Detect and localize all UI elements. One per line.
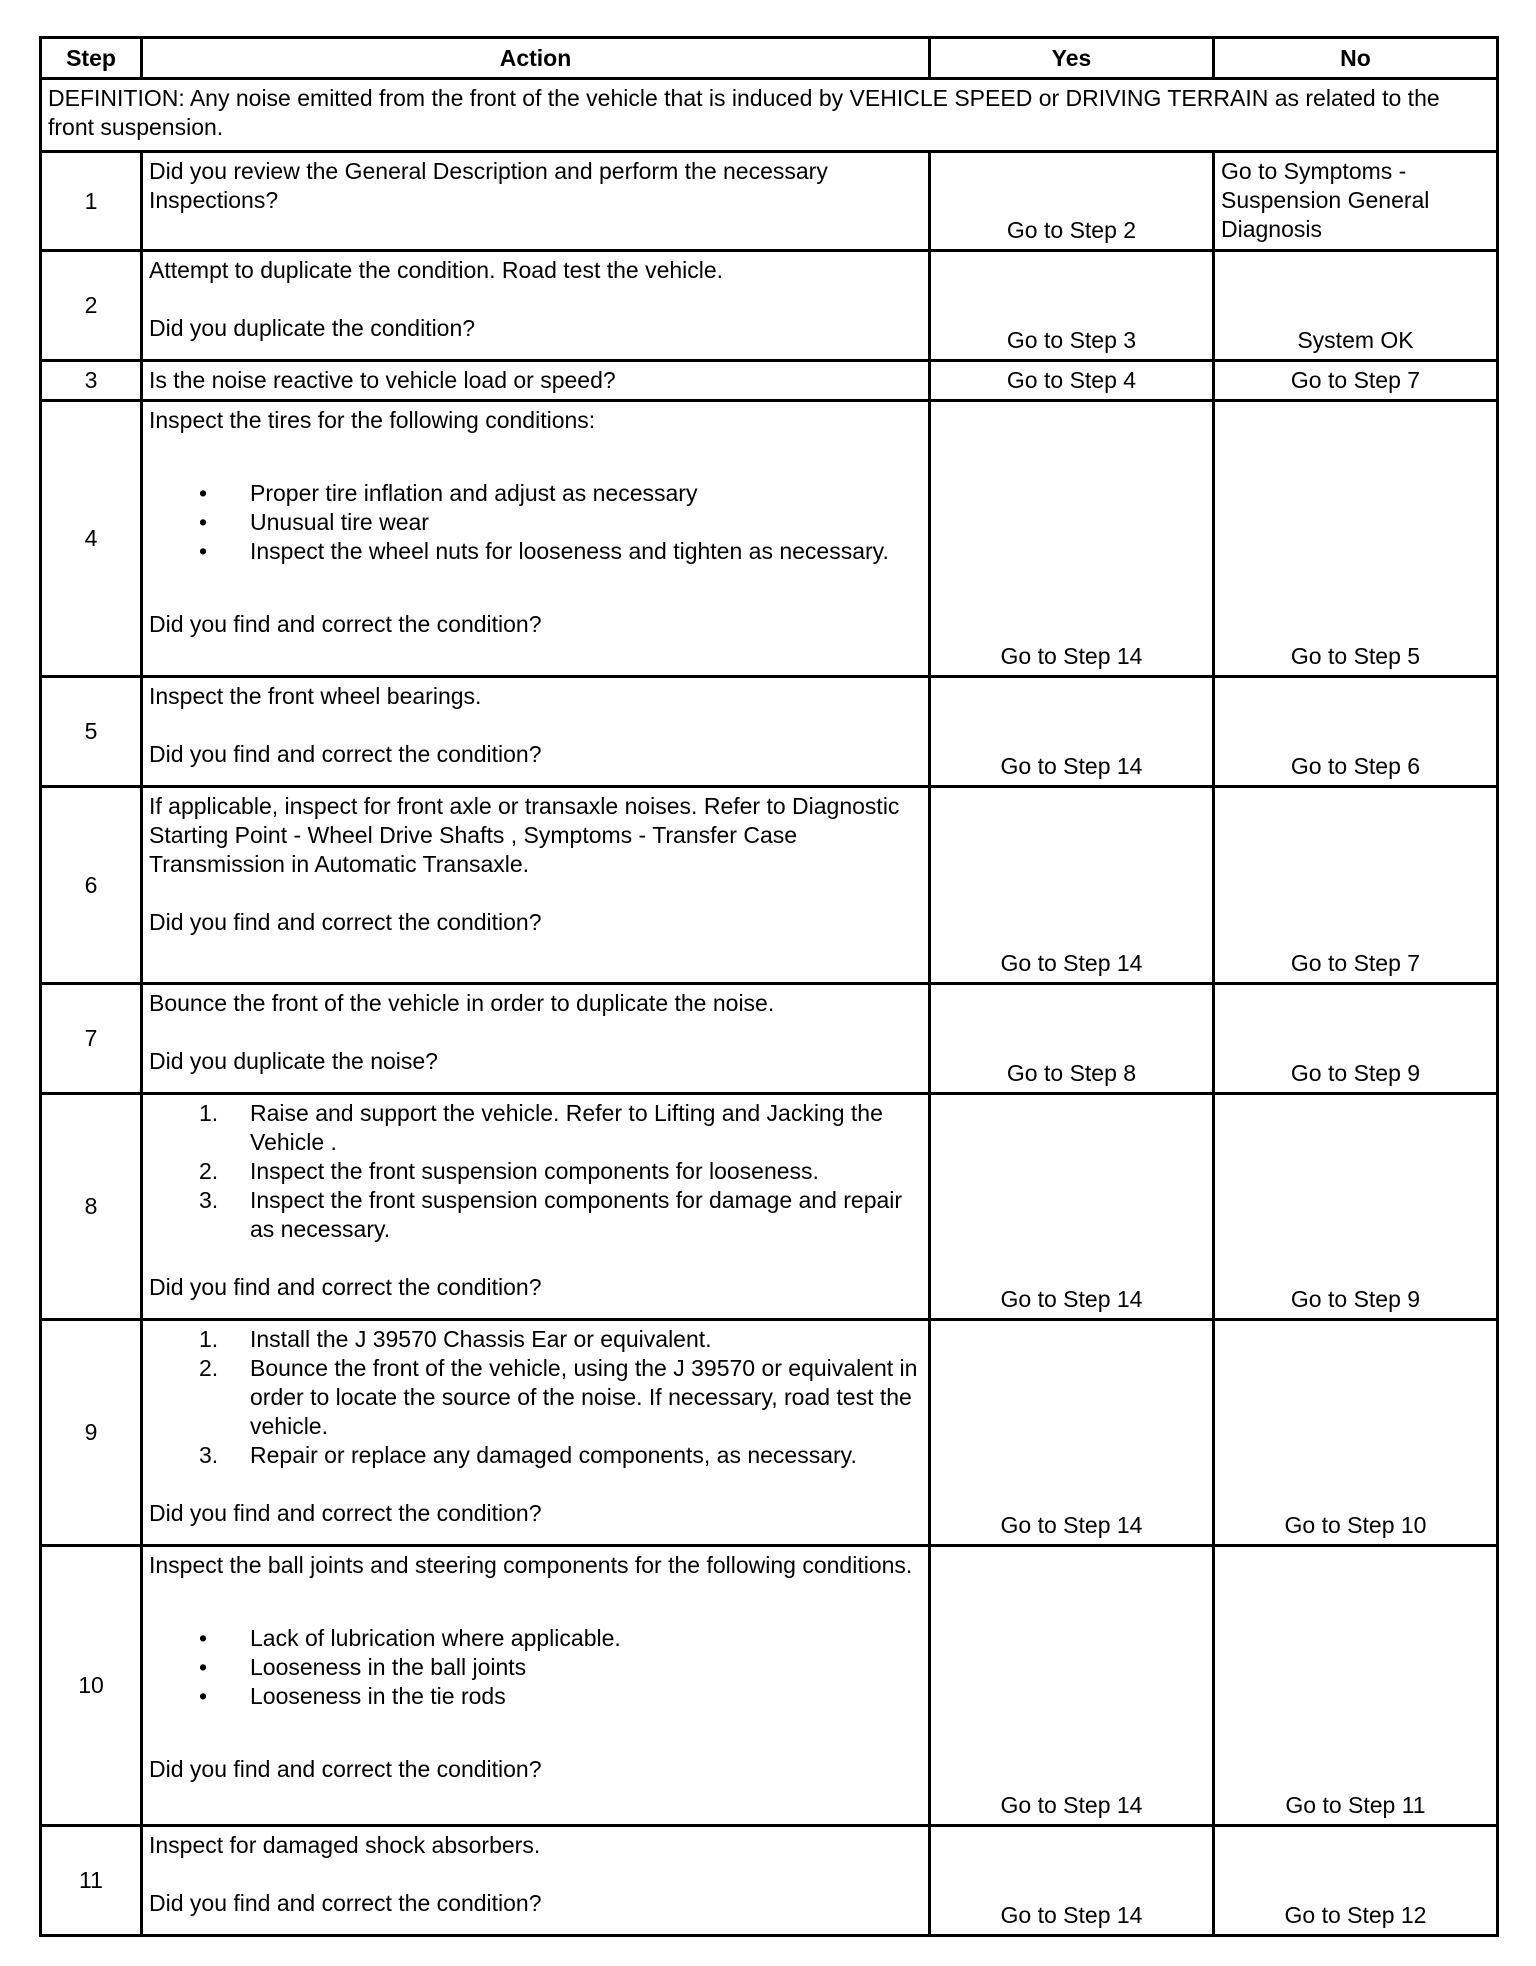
no-cell: Go to Step 9 [1214,1094,1498,1320]
list-item: • Inspect the wheel nuts for looseness and tighten as necessary. [149,537,922,566]
item-text: Inspect the front suspension components for damage and repair as necessary. [250,1187,903,1242]
action-question: Did you find and correct the condition? [149,611,542,637]
no-cell: Go to Step 9 [1214,984,1498,1094]
item-text: Inspect the front suspension components for looseness. [250,1158,819,1184]
table-row [41,361,1498,401]
list-item [149,1325,922,1354]
action-question: Did you find and correct the condition? [149,1274,542,1300]
yes-cell: Go to Step 2 [930,152,1214,251]
step-number: 5 [41,677,142,787]
yes-cell: Go to Step 14 [930,787,1214,984]
no-cell: Go to Symptoms - Suspension General Diagnosis [1214,152,1498,251]
action-cell [142,1320,930,1546]
table-row [41,1826,1498,1936]
list-item [149,1099,922,1157]
action-text: Inspect for damaged shock absorbers. [149,1832,541,1858]
item-text: Raise and support the vehicle. Refer to Lifting and Jacking the Vehicle . [250,1100,883,1155]
condition-list [149,479,922,566]
condition-list [149,1624,922,1711]
table-row [41,787,1498,984]
table-row [41,152,1498,251]
action-cell [142,361,930,401]
item-number: 3. [199,1442,219,1468]
action-question: Did you find and correct the condition? [149,909,542,935]
action-cell [142,787,930,984]
step-number: 8 [41,1094,142,1320]
step-number: 3 [41,361,142,401]
no-cell: Go to Step 7 [1214,361,1498,401]
step-number: 11 [41,1826,142,1936]
action-text: Attempt to duplicate the condition. Road test the vehicle. [149,257,724,283]
step-number: 9 [41,1320,142,1546]
list-item: • Looseness in the ball joints [149,1653,922,1682]
list-item [149,1441,922,1470]
item-number: 1. [199,1326,219,1352]
item-number: 3. [199,1187,219,1213]
no-cell: Go to Step 7 [1214,787,1498,984]
table-row [41,251,1498,361]
action-text: Is the noise reactive to vehicle load or speed? [149,367,616,393]
diagnostic-table [39,36,1499,1937]
list-item [149,1157,922,1186]
yes-cell: Go to Step 4 [930,361,1214,401]
action-question: Did you duplicate the noise? [149,1048,438,1074]
no-cell: Go to Step 12 [1214,1826,1498,1936]
action-text: Bounce the front of the vehicle in order to duplicate the noise. [149,990,775,1016]
item-text: Install the J 39570 Chassis Ear or equivalent. [250,1326,712,1352]
item-number: 1. [199,1100,219,1126]
action-text: Inspect the ball joints and steering components for the following conditions. [149,1552,913,1578]
definition-row [41,79,1498,152]
action-question: Did you duplicate the condition? [149,315,476,341]
yes-cell: Go to Step 14 [930,1094,1214,1320]
step-number: 1 [41,152,142,251]
list-item: • Lack of lubrication where applicable. [149,1624,922,1653]
list-item [149,1186,922,1244]
step-number: 2 [41,251,142,361]
no-cell: Go to Step 5 [1214,401,1498,677]
action-cell [142,677,930,787]
yes-cell: Go to Step 8 [930,984,1214,1094]
list-item: • Proper tire inflation and adjust as necessary [149,479,922,508]
action-text: If applicable, inspect for front axle or transaxle noises. Refer to Diagnostic Starting Point - Wheel Drive Shafts , Symptoms - Transfer Case [149,793,900,848]
yes-cell: Go to Step 14 [930,401,1214,677]
header-no: No [1214,38,1498,79]
no-cell: Go to Step 6 [1214,677,1498,787]
action-cell [142,401,930,677]
action-text: Inspect the front wheel bearings. [149,683,482,709]
list-item: • Unusual tire wear [149,508,922,537]
yes-cell: Go to Step 14 [930,1320,1214,1546]
no-cell: Go to Step 11 [1214,1546,1498,1826]
action-text: Inspect the tires for the following conditions: [149,407,596,433]
action-question: Did you find and correct the condition? [149,741,542,767]
action-cell [142,152,930,251]
list-item: • Looseness in the tie rods [149,1682,922,1711]
item-number: 2. [199,1355,219,1381]
header-yes: Yes [930,38,1214,79]
action-cell [142,1546,930,1826]
procedure-list [149,1325,922,1470]
yes-cell: Go to Step 3 [930,251,1214,361]
table-row [41,1094,1498,1320]
table-row [41,677,1498,787]
step-number: 10 [41,1546,142,1826]
item-text: Repair or replace any damaged components, as necessary. [250,1442,857,1468]
yes-cell: Go to Step 14 [930,677,1214,787]
item-text: Bounce the front of the vehicle, using the J 39570 or equivalent in order to locate the source of the noise. If necessary, road test the vehicle. [250,1355,918,1439]
action-question: Did you find and correct the condition? [149,1890,542,1916]
action-question: Did you find and correct the condition? [149,1756,542,1782]
action-cell [142,1826,930,1936]
no-cell: Go to Step 10 [1214,1320,1498,1546]
procedure-list [149,1099,922,1244]
table-row [41,984,1498,1094]
step-number: 6 [41,787,142,984]
step-number: 4 [41,401,142,677]
table-row [41,1320,1498,1546]
action-question: Did you find and correct the condition? [149,1500,542,1526]
step-number: 7 [41,984,142,1094]
header-step: Step [41,38,142,79]
action-cell [142,1094,930,1320]
action-cell [142,984,930,1094]
yes-cell: Go to Step 14 [930,1826,1214,1936]
action-text: Did you review the General Description and perform the necessary Inspections? [149,158,828,213]
header-action: Action [142,38,930,79]
no-cell: System OK [1214,251,1498,361]
action-cell [142,251,930,361]
list-item [149,1354,922,1441]
table-row [41,1546,1498,1826]
table-row [41,401,1498,677]
definition-text: DEFINITION: Any noise emitted from the front of the vehicle that is induced by VEHICLE SPEED or DRIVING TERRAIN as related to the front suspension. [41,79,1498,152]
header-row [41,38,1498,79]
yes-cell: Go to Step 14 [930,1546,1214,1826]
item-number: 2. [199,1158,219,1184]
action-text-continued: Transmission in Automatic Transaxle. [149,851,530,877]
